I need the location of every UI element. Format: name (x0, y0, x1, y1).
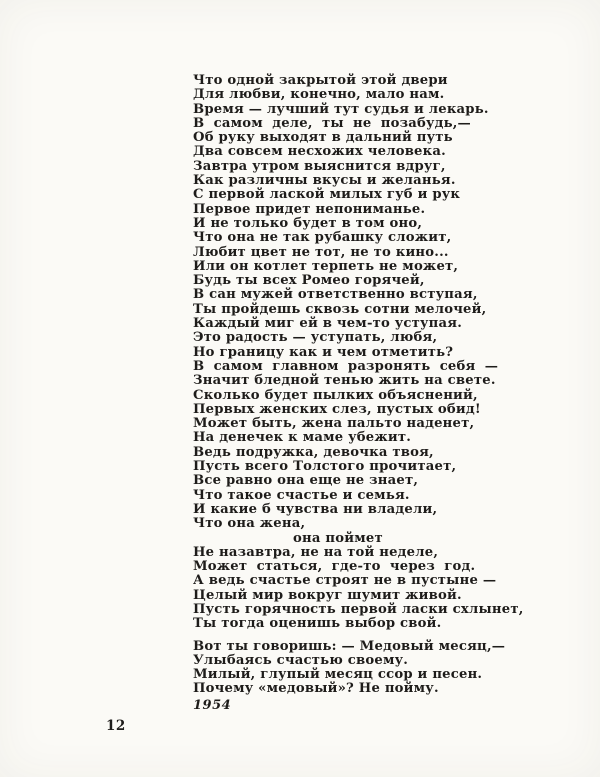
poem-line: В самом главном разронять себя — (193, 358, 499, 374)
poem-line: Что она жена, (193, 516, 306, 532)
poem-line: Первое придет непониманье. (193, 201, 426, 217)
poem-line: Будь ты всех Ромео горячей, (193, 273, 425, 289)
poem-line: На денечек к маме убежит. (193, 430, 412, 446)
poem-line: Не назавтра, не на той неделе, (193, 544, 439, 560)
poem-line: И какие б чувства ни владели, (193, 501, 438, 517)
poem-line: А ведь счастье строят не в пустыне — (193, 573, 497, 589)
poem-line: И не только будет в том оно, (193, 215, 423, 231)
poem-line: Сколько будет пылких объяснений, (193, 387, 478, 403)
poem-line: С первой лаской милых губ и рук (193, 187, 461, 203)
page-number: 12 (106, 718, 126, 734)
poem-line: Об руку выходят в дальний путь (193, 130, 453, 146)
poem-line: Пусть горячность первой ласки схлынет, (193, 601, 524, 617)
poem-line: Что такое счастье и семья. (193, 487, 410, 503)
poem-line: Может статься, где-то через год. (193, 559, 476, 575)
poem-line: Значит бледной тенью жить на свете. (193, 373, 496, 389)
poem-line: Время — лучший тут судья и лекарь. (193, 101, 489, 117)
poem-line: Или он котлет терпеть не может, (193, 258, 459, 274)
poem-line: Целый мир вокруг шумит живой. (193, 587, 462, 603)
poem-stanza-1 (193, 74, 524, 632)
poem-line: Ты тогда оценишь выбор свой. (193, 616, 442, 632)
poem-line: Как различны вкусы и желанья. (193, 173, 456, 189)
poem-line: Но границу как и чем отметить? (193, 344, 454, 360)
poem (193, 74, 524, 713)
poem-line: Почему «медовый»? Не пойму. (193, 681, 439, 697)
poem-line: она поймет (293, 530, 383, 546)
poem-line: Что она не так рубашку сложит, (193, 230, 452, 246)
poem-line: Вот ты говоришь: — Медовый месяц,— (193, 638, 506, 654)
poem-line: Что одной закрытой этой двери (193, 73, 448, 88)
poem-line: Ты пройдешь сквозь сотни мелочей, (193, 301, 487, 317)
poem-line: Каждый миг ей в чем-то уступая. (193, 316, 463, 332)
poem-line: Два совсем несхожих человека. (193, 144, 446, 160)
poem-line: Для любви, конечно, мало нам. (193, 87, 445, 103)
poem-line: Улыбаясь счастью своему. (193, 652, 409, 668)
poem-line: Ведь подружка, девочка твоя, (193, 444, 434, 460)
poem-line: В сан мужей ответственно вступая, (193, 287, 478, 303)
poem-line: Это радость — уступать, любя, (193, 330, 438, 346)
poem-stanza-2 (193, 640, 524, 697)
poem-line: В самом деле, ты не позабудь,— (193, 115, 471, 131)
poem-line: Завтра утром выяснится вдруг, (193, 158, 446, 174)
poem-line: Первых женских слез, пустых обид! (193, 401, 481, 417)
poem-line: Пусть всего Толстого прочитает, (193, 459, 457, 475)
poem-line: Любит цвет не тот, не то кино... (193, 244, 449, 260)
poem-line: Может быть, жена пальто наденет, (193, 416, 475, 432)
poem-year-label: 1954 (193, 697, 232, 713)
poem-line: Милый, глупый месяц ссор и песен. (193, 667, 483, 683)
poem-line: Все равно она еще не знает, (193, 473, 419, 489)
